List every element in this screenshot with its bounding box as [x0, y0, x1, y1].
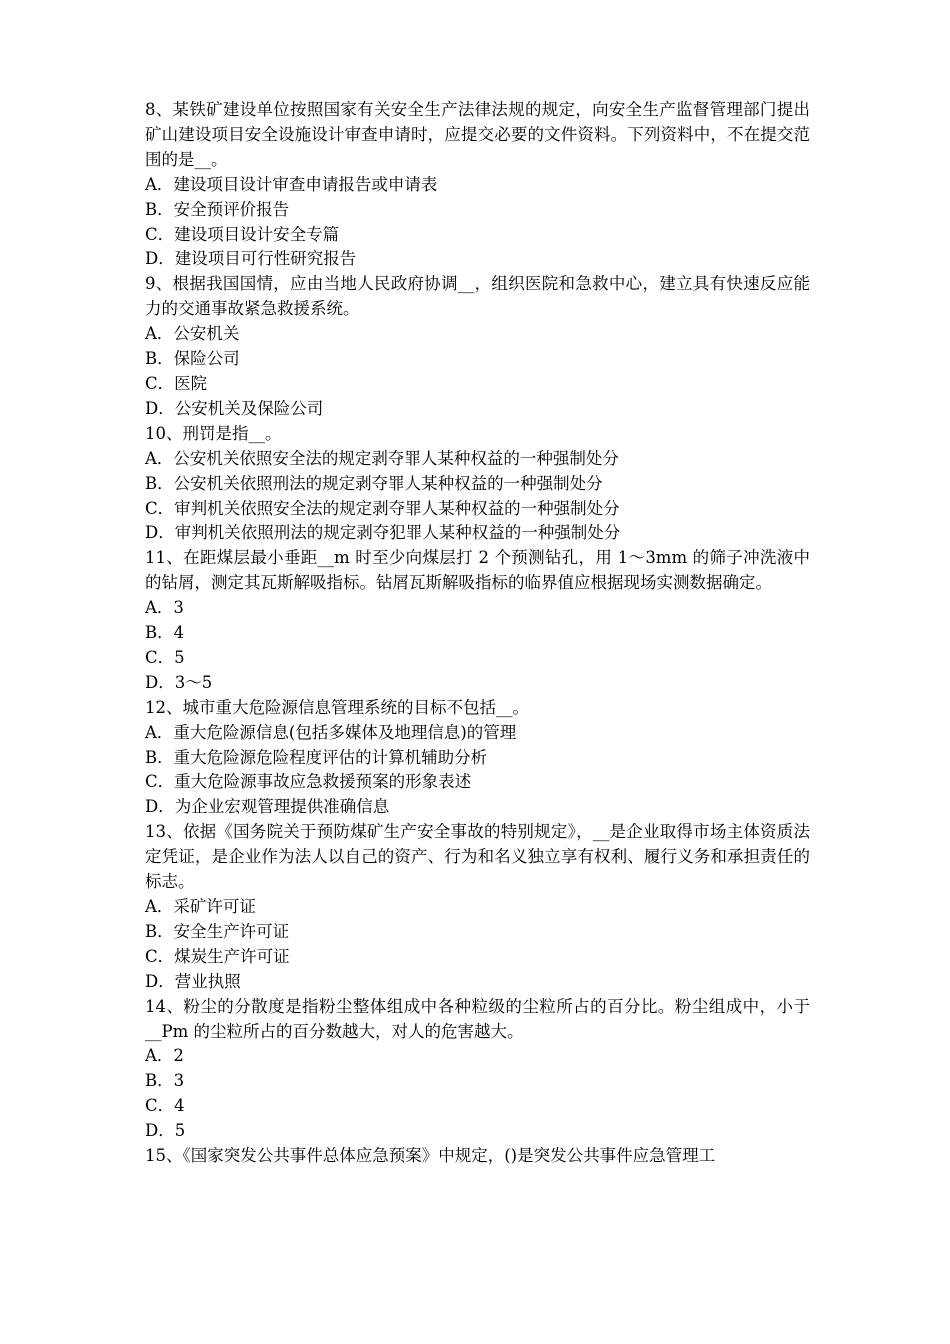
question-stem: 11、在距煤层最小垂距__m 时至少向煤层打 2 个预测钻孔，用 1～3mm 的筛子冲洗液中的钻屑，测定其瓦斯解吸指标。钻屑瓦斯解吸指标的临界值应根据现场实测数据确定。 [145, 548, 810, 593]
question-stem: 10、刑罚是指__。 [145, 423, 282, 443]
question-stem: 9、根据我国国情，应由当地人民政府协调__，组织医院和急救中心，建立具有快速反应能力的交通事故紧急救援系统。 [145, 274, 810, 319]
question-15 [145, 1144, 810, 1169]
option-c: C．审判机关依照安全法的规定剥夺罪人某种权益的一种强制处分 [145, 498, 620, 518]
question-stem: 15、《国家突发公共事件总体应急预案》中规定，()是突发公共事件应急管理工 [145, 1146, 716, 1166]
question-10 [145, 422, 810, 547]
option-c: C．医院 [145, 373, 208, 393]
option-a: A．3 [145, 598, 184, 618]
option-d: D．3～5 [145, 672, 213, 692]
question-stem: 13、依据《国务院关于预防煤矿生产安全事故的特别规定》，__是企业取得市场主体资质法定凭证，是企业作为法人以自己的资产、行为和名义独立享有权利、履行义务和承担责任的标志。 [145, 822, 810, 892]
option-c: C．重大危险源事故应急救援预案的形象表述 [145, 772, 472, 792]
option-d: D．5 [145, 1121, 186, 1141]
question-12 [145, 696, 810, 821]
option-b: B．保险公司 [145, 349, 240, 369]
question-stem: 8、某铁矿建设单位按照国家有关安全生产法律法规的规定，向安全生产监督管理部门提出矿山建设项目安全设施设计审查申请时，应提交必要的文件资料。下列资料中，不在提交范围的是__。 [145, 100, 810, 169]
option-c: C．5 [145, 647, 185, 667]
question-9 [145, 272, 810, 421]
question-stem: 14、粉尘的分散度是指粉尘整体组成中各种粒级的尘粒所占的百分比。粉尘组成中，小于__Pm 的尘粒所占的百分数越大，对人的危害越大。 [145, 996, 810, 1041]
question-13 [145, 820, 810, 994]
option-d: D．为企业宏观管理提供准确信息 [145, 797, 390, 817]
option-b: B．安全生产许可证 [145, 921, 290, 941]
question-8 [145, 98, 810, 272]
question-11 [145, 546, 810, 695]
option-d: D．营业执照 [145, 971, 241, 991]
question-stem: 12、城市重大危险源信息管理系统的目标不包括__。 [145, 697, 529, 717]
option-d: D．公安机关及保险公司 [145, 398, 324, 418]
option-a: A．采矿许可证 [145, 897, 256, 916]
option-b: B．4 [145, 623, 185, 643]
option-a: A．重大危险源信息(包括多媒体及地理信息)的管理 [145, 722, 517, 742]
option-b: B．安全预评价报告 [145, 199, 290, 219]
option-c: C．4 [145, 1096, 185, 1116]
option-d: D．审判机关依照刑法的规定剥夺犯罪人某种权益的一种强制处分 [145, 523, 621, 543]
option-a: A．公安机关依照安全法的规定剥夺罪人某种权益的一种强制处分 [145, 448, 619, 468]
question-14 [145, 995, 810, 1144]
option-a: A．公安机关 [145, 324, 240, 344]
option-c: C．建设项目设计安全专篇 [145, 224, 340, 244]
option-c: C．煤炭生产许可证 [145, 946, 290, 966]
option-b: B．3 [145, 1071, 185, 1091]
option-a: A．建设项目设计审查申请报告或申请表 [145, 174, 438, 194]
option-a: A．2 [145, 1046, 184, 1066]
option-b: B．公安机关依照刑法的规定剥夺罪人某种权益的一种强制处分 [145, 473, 603, 493]
option-b: B．重大危险源危险程度评估的计算机辅助分析 [145, 747, 488, 767]
option-d: D．建设项目可行性研究报告 [145, 249, 357, 269]
document-page [145, 98, 810, 1169]
